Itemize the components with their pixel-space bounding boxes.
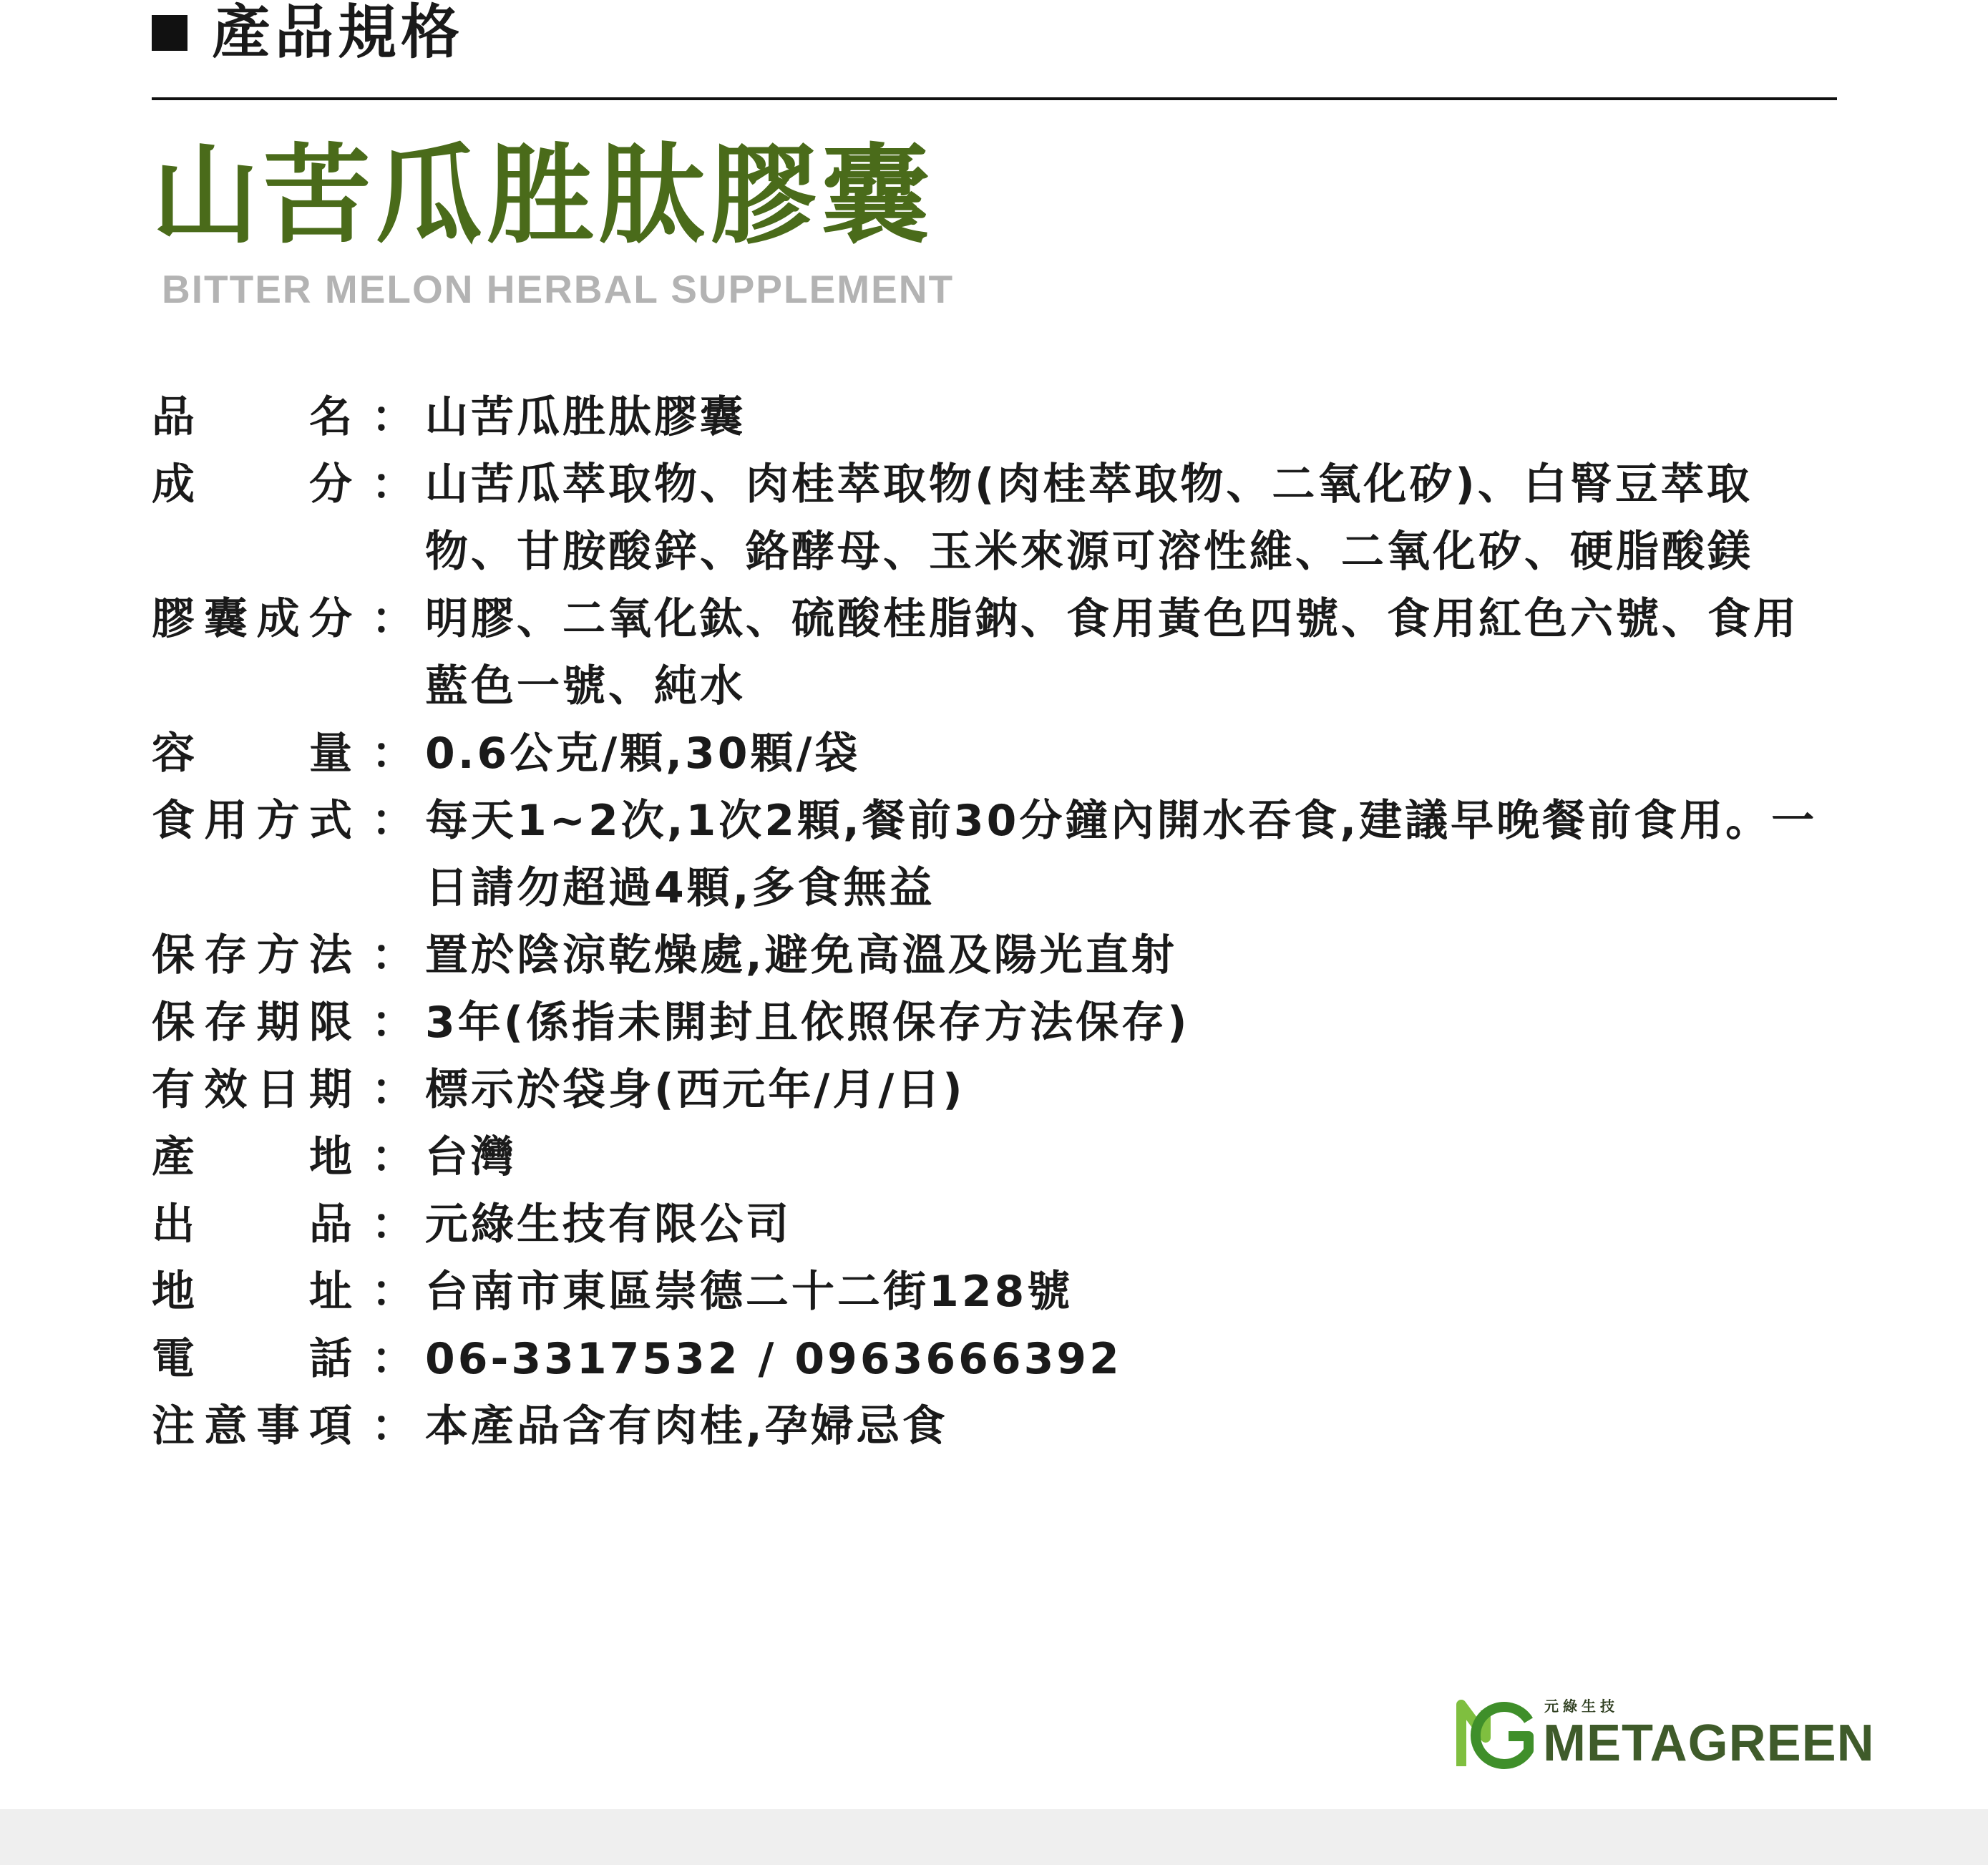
spec-label: 保存期限 [152,998,361,1048]
spec-label: 保存方法 [152,930,361,980]
spec-colon: ： [371,392,414,442]
spec-label: 出品 [152,1199,361,1250]
spec-row-phone [152,1325,1841,1393]
square-bullet-icon [152,15,187,51]
product-title: 山苦瓜胜肽膠囊 [152,134,934,258]
spec-value: 台灣 [425,1132,517,1182]
spec-value: 明膠、二氧化鈦、硫酸桂脂鈉、食用黃色四號、食用紅色六號、食用藍色一號、純水 [425,594,1799,711]
spec-colon: ： [371,930,414,980]
spec-row-shelf-life [152,989,1841,1056]
spec-colon: ： [371,1401,414,1451]
spec-value: 0.6公克/顆,30顆/袋 [425,729,861,779]
spec-row-capacity [152,720,1841,787]
spec-value: 山苦瓜萃取物、肉桂萃取物(肉桂萃取物、二氧化矽)、白腎豆萃取物、甘胺酸鋅、鉻酵母、玉米來源可溶性維、二氧化矽、硬脂酸鎂 [425,459,1753,577]
logo-chinese-text: 元綠生技 [1544,1698,1619,1715]
mg-logo-icon [1456,1695,1534,1773]
spec-colon: ： [371,998,414,1048]
spec-row-capsule-ingredients [152,585,1841,720]
spec-value: 每天1~2次,1次2顆,餐前30分鐘內開水吞食,建議早晚餐前食用。一日請勿超過4顆,多食無益 [425,796,1818,913]
spec-row-name [152,384,1841,451]
spec-colon: ： [371,594,414,644]
spec-label: 食用方式 [152,796,361,846]
spec-value: 3年(係指未開封且依照保存方法保存) [425,998,1190,1048]
spec-label: 地址 [152,1267,361,1317]
spec-label: 容量 [152,729,361,779]
spec-label: 注意事項 [152,1401,361,1451]
section-heading [152,0,464,66]
spec-label: 成分 [152,459,361,510]
spec-value: 元綠生技有限公司 [425,1199,791,1250]
spec-label: 膠囊成分 [152,594,361,644]
heading-divider [152,97,1837,100]
spec-colon: ： [371,1334,414,1384]
spec-value: 06-3317532 / 0963666392 [425,1334,1122,1384]
section-heading-text: 產品規格 [212,0,464,67]
spec-value: 台南市東區崇德二十二街128號 [425,1267,1073,1317]
spec-colon: ： [371,729,414,779]
spec-colon: ： [371,796,414,846]
spec-row-ingredients [152,451,1841,585]
spec-colon: ： [371,1065,414,1115]
spec-row-manufacturer [152,1191,1841,1258]
logo-brand-text: METAGREEN [1543,1715,1875,1772]
spec-value: 山苦瓜胜肽膠囊 [425,392,746,442]
spec-label: 電話 [152,1334,361,1384]
spec-label: 有效日期 [152,1065,361,1115]
spec-row-expiry [152,1056,1841,1124]
spec-label: 品名 [152,392,361,442]
metagreen-logo [1456,1689,1875,1775]
spec-row-notice [152,1393,1841,1460]
spec-row-origin [152,1124,1841,1191]
spec-value: 本產品含有肉桂,孕婦忌食 [425,1401,948,1451]
spec-colon: ： [371,1267,414,1317]
spec-colon: ： [371,1132,414,1182]
spec-list [152,384,1841,1460]
spec-row-storage [152,922,1841,989]
spec-value: 標示於袋身(西元年/月/日) [425,1065,965,1115]
product-subtitle: BITTER MELON HERBAL SUPPLEMENT [162,267,955,311]
spec-row-usage [152,787,1841,922]
spec-label: 產地 [152,1132,361,1182]
spec-row-address [152,1258,1841,1325]
spec-colon: ： [371,1199,414,1250]
footer-band [0,1809,1988,1865]
spec-colon: ： [371,459,414,510]
spec-value: 置於陰涼乾燥處,避免高溫及陽光直射 [425,930,1177,980]
